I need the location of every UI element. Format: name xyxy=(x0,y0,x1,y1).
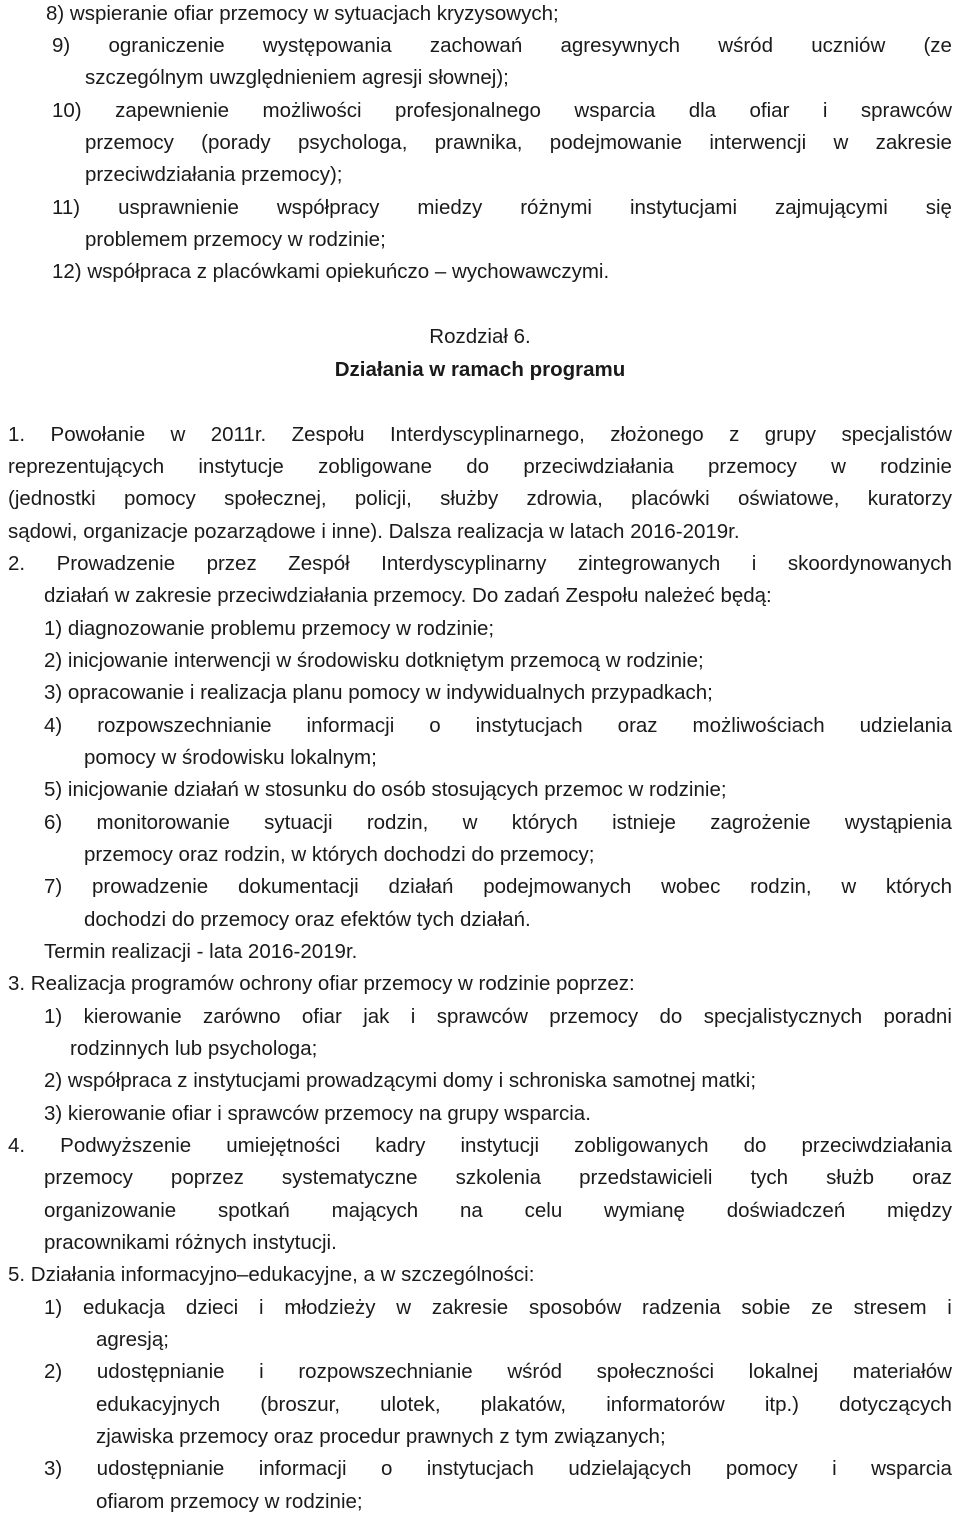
text-line: 3) udostępnianie informacji o instytucjach udzielających pomocy i wsparcia xyxy=(44,1457,952,1480)
text-line: 12) współpraca z placówkami opiekuńczo – wychowawczymi. xyxy=(52,260,610,283)
text-line: 4. Podwyższenie umiejętności kadry instytucji zobligowanych do przeciwdziałania xyxy=(8,1134,952,1157)
text-line: problemem przemocy w rodzinie; xyxy=(85,228,386,251)
text-line: 11) usprawnienie współpracy miedzy różnymi instytucjami zajmującymi się xyxy=(52,196,952,219)
text-line: szczególnym uwzględnieniem agresji słownej); xyxy=(85,66,509,89)
text-line: przemocy (porady psychologa, prawnika, podejmowanie interwencji w zakresie xyxy=(85,131,952,154)
text-line: rodzinnych lub psychologa; xyxy=(70,1037,318,1060)
text-line: 9) ograniczenie występowania zachowań agresywnych wśród uczniów (ze xyxy=(52,34,952,57)
text-line: Termin realizacji - lata 2016-2019r. xyxy=(44,940,358,963)
text-line: (jednostki pomocy społecznej, policji, służby zdrowia, placówki oświatowe, kuratorzy xyxy=(8,487,952,510)
text-line: reprezentujących instytucje zobligowane do przeciwdziałania przemocy w rodzinie xyxy=(8,455,952,478)
text-line: 10) zapewnienie możliwości profesjonalnego wsparcia dla ofiar i sprawców xyxy=(52,99,952,122)
text-line: 4) rozpowszechnianie informacji o instytucjach oraz możliwościach udzielania xyxy=(44,714,952,737)
text-line: 5. Działania informacyjno–edukacyjne, a w szczególności: xyxy=(8,1263,535,1286)
text-line: agresją; xyxy=(96,1328,169,1351)
text-line: przemocy poprzez systematyczne szkolenia przedstawicieli tych służb oraz xyxy=(44,1166,952,1189)
text-line: 1) diagnozowanie problemu przemocy w rodzinie; xyxy=(44,617,495,640)
text-line: zjawiska przemocy oraz procedur prawnych z tym związanych; xyxy=(96,1425,666,1448)
text-line: 3) kierowanie ofiar i sprawców przemocy na grupy wsparcia. xyxy=(44,1102,591,1125)
text-line: 2. Prowadzenie przez Zespół Interdyscyplinarny zintegrowanych i skoordynowanych xyxy=(8,552,952,575)
chapter-title: Działania w ramach programu xyxy=(334,358,626,381)
text-line: pracownikami różnych instytucji. xyxy=(44,1231,337,1254)
text-line: pomocy w środowisku lokalnym; xyxy=(84,746,377,769)
text-line: edukacyjnych (broszur, ulotek, plakatów, informatorów itp.) dotyczących xyxy=(96,1393,952,1416)
text-line: ofiarom przemocy w rodzinie; xyxy=(96,1490,363,1513)
text-line: 2) udostępnianie i rozpowszechnianie wśród społeczności lokalnej materiałów xyxy=(44,1360,952,1383)
text-line: przemocy oraz rodzin, w których dochodzi do przemocy; xyxy=(84,843,595,866)
text-line: 1) edukacja dzieci i młodzieży w zakresie sposobów radzenia sobie ze stresem i xyxy=(44,1296,952,1319)
text-line: organizowanie spotkań mających na celu wymianę doświadczeń między xyxy=(44,1199,952,1222)
text-line: 7) prowadzenie dokumentacji działań podejmowanych wobec rodzin, w których xyxy=(44,875,952,898)
text-line: przeciwdziałania przemocy); xyxy=(85,163,343,186)
text-line: 8) wspieranie ofiar przemocy w sytuacjach kryzysowych; xyxy=(46,2,559,25)
text-line: 2) współpraca z instytucjami prowadzącymi domy i schroniska samotnej matki; xyxy=(44,1069,757,1092)
text-line: 3. Realizacja programów ochrony ofiar przemocy w rodzinie poprzez: xyxy=(8,972,635,995)
text-line: dochodzi do przemocy oraz efektów tych działań. xyxy=(84,908,531,931)
text-line: 6) monitorowanie sytuacji rodzin, w których istnieje zagrożenie wystąpienia xyxy=(44,811,952,834)
text-line: 5) inicjowanie działań w stosunku do osób stosujących przemoc w rodzinie; xyxy=(44,778,727,801)
text-line: 2) inicjowanie interwencji w środowisku dotkniętym przemocą w rodzinie; xyxy=(44,649,704,672)
chapter-number: Rozdział 6. xyxy=(429,325,531,348)
text-line: 3) opracowanie i realizacja planu pomocy w indywidualnych przypadkach; xyxy=(44,681,713,704)
text-line: działań w zakresie przeciwdziałania przemocy. Do zadań Zespołu należeć będą: xyxy=(44,584,772,607)
text-line: sądowi, organizacje pozarządowe i inne). Dalsza realizacja w latach 2016-2019r. xyxy=(8,520,740,543)
text-line: 1. Powołanie w 2011r. Zespołu Interdyscyplinarnego, złożonego z grupy specjalistów xyxy=(8,423,952,446)
text-line: 1) kierowanie zarówno ofiar jak i sprawców przemocy do specjalistycznych poradni xyxy=(44,1005,952,1028)
